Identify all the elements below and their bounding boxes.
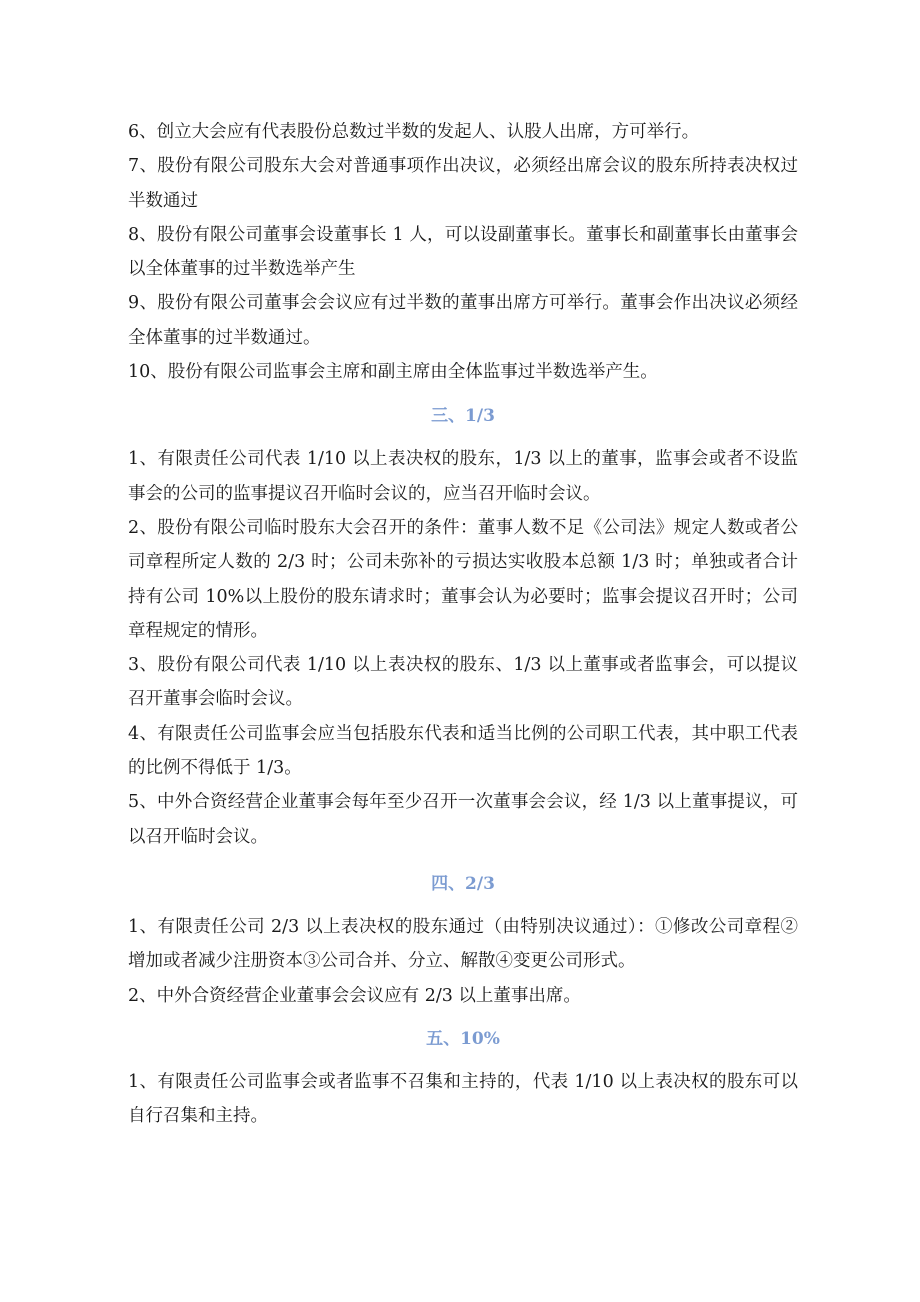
list-item: 1、有限责任公司代表 1/10 以上表决权的股东，1/3 以上的董事，监事会或者不设监事会的公司的监事提议召开临时会议的，应当召开临时会议。 [128,449,798,504]
list-item: 6、创立大会应有代表股份总数过半数的发起人、认股人出席，方可举行。 [128,122,700,142]
list-item: 2、中外合资经营企业董事会会议应有 2/3 以上董事出席。 [128,985,581,1006]
list-item: 8、股份有限公司董事会设董事长 1 人，可以设副董事长。董事长和副董事长由董事会以全体董事的过半数选举产生 [128,224,798,280]
list-item: 7、股份有限公司股东大会对普通事项作出决议，必须经出席会议的股东所持表决权过半数通过 [128,156,798,211]
list-item: 4、有限责任公司监事会应当包括股东代表和适当比例的公司职工代表，其中职工代表的比例不得低于 1/3。 [128,723,798,779]
list-item: 9、股份有限公司董事会会议应有过半数的董事出席方可举行。董事会作出决议必须经全体董事的过半数通过。 [128,293,798,348]
document-body [128,115,798,1133]
list-item: 2、股份有限公司临时股东大会召开的条件：董事人数不足《公司法》规定人数或者公司章程所定人数的 2/3 时；公司未弥补的亏损达实收股本总额 1/3 时；单独或者合计持有公司 10%以上股份的股东请求时；董事会认为必要时；监事会提议召开时；公司章程规定的情形。 [128,517,798,641]
section-heading: 五、10% [426,1028,500,1049]
section-heading: 三、1/3 [431,406,495,427]
list-item: 1、有限责任公司监事会或者监事不召集和主持的，代表 1/10 以上表决权的股东可以自行召集和主持。 [128,1071,798,1127]
section-heading: 四、2/3 [431,873,495,894]
list-item: 5、中外合资经营企业董事会每年至少召开一次董事会会议，经 1/3 以上董事提议，可以召开临时会议。 [128,792,798,847]
list-item: 10、股份有限公司监事会主席和副主席由全体监事过半数选举产生。 [128,362,658,383]
list-item: 3、股份有限公司代表 1/10 以上表决权的股东、1/3 以上董事或者监事会，可以提议召开董事会临时会议。 [128,655,798,710]
list-item: 1、有限责任公司 2/3 以上表决权的股东通过（由特别决议通过）：①修改公司章程②增加或者减少注册资本③公司合并、分立、解散④变更公司形式。 [128,916,798,972]
